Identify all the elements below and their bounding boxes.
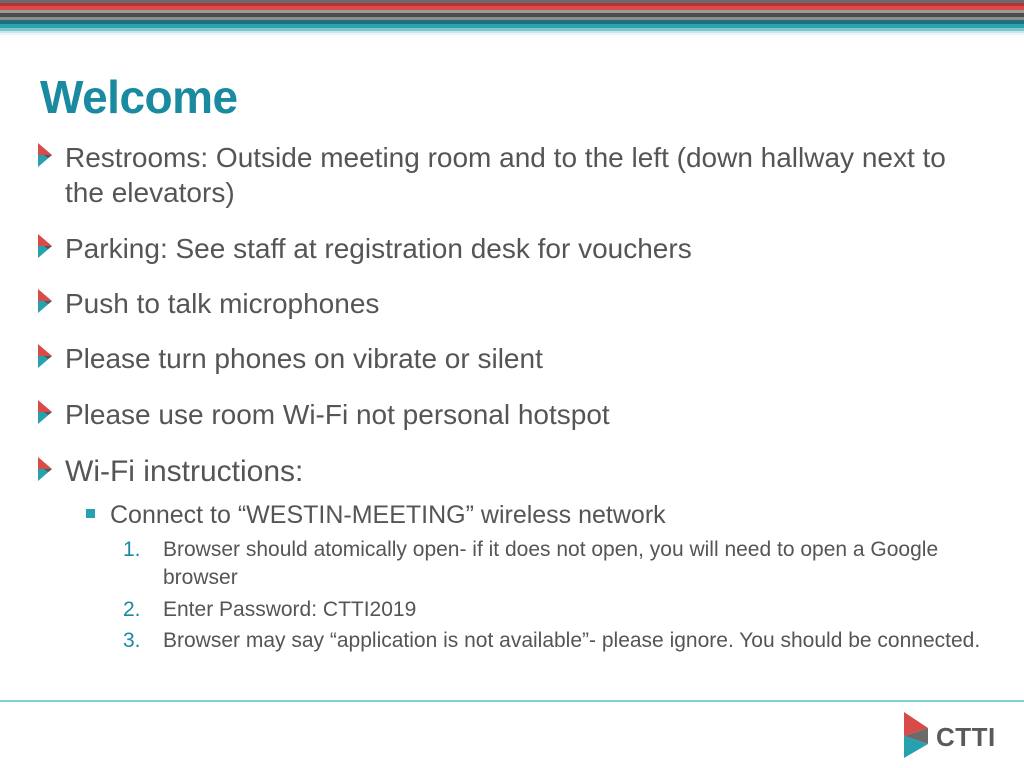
bullet-text: Restrooms: Outside meeting room and to the left (down hallway next to the elevators) — [65, 142, 946, 208]
sub-bullet-text: Connect to “WESTIN-MEETING” wireless network — [110, 501, 666, 529]
arrow-bullet-icon — [36, 400, 56, 424]
ctti-logo — [902, 710, 1002, 760]
step-text: Browser should atomically open- if it does not open, you will need to open a Google browser — [163, 538, 939, 589]
header-stripe-band — [0, 0, 1024, 38]
arrow-bullet-icon — [36, 457, 56, 481]
logo-wordmark: CTTI — [936, 722, 996, 752]
arrow-bullet-icon — [36, 344, 56, 368]
bullet-text: Wi-Fi instructions: — [65, 455, 304, 488]
step-text: Enter Password: CTTI2019 — [163, 598, 417, 621]
slide-title: Welcome — [40, 71, 238, 123]
bullet-text: Please use room Wi-Fi not personal hotspot — [65, 399, 610, 430]
bullet-text: Please turn phones on vibrate or silent — [65, 343, 543, 374]
ctti-logo-mark-icon — [902, 710, 934, 760]
header-stripe — [0, 33, 1024, 35]
bullet-text: Push to talk microphones — [65, 288, 380, 319]
step-number: 3. — [123, 629, 141, 652]
arrow-bullet-icon — [36, 289, 56, 313]
step-number: 2. — [123, 598, 141, 621]
footer-divider — [0, 700, 1024, 702]
step-number: 1. — [123, 538, 141, 561]
bullet-text: Parking: See staff at registration desk for vouchers — [65, 233, 692, 264]
arrow-bullet-icon — [36, 234, 56, 258]
square-bullet-icon — [86, 509, 95, 518]
arrow-bullet-icon — [36, 143, 56, 167]
step-text: Browser may say “application is not available”- please ignore. You should be connected. — [163, 629, 981, 652]
